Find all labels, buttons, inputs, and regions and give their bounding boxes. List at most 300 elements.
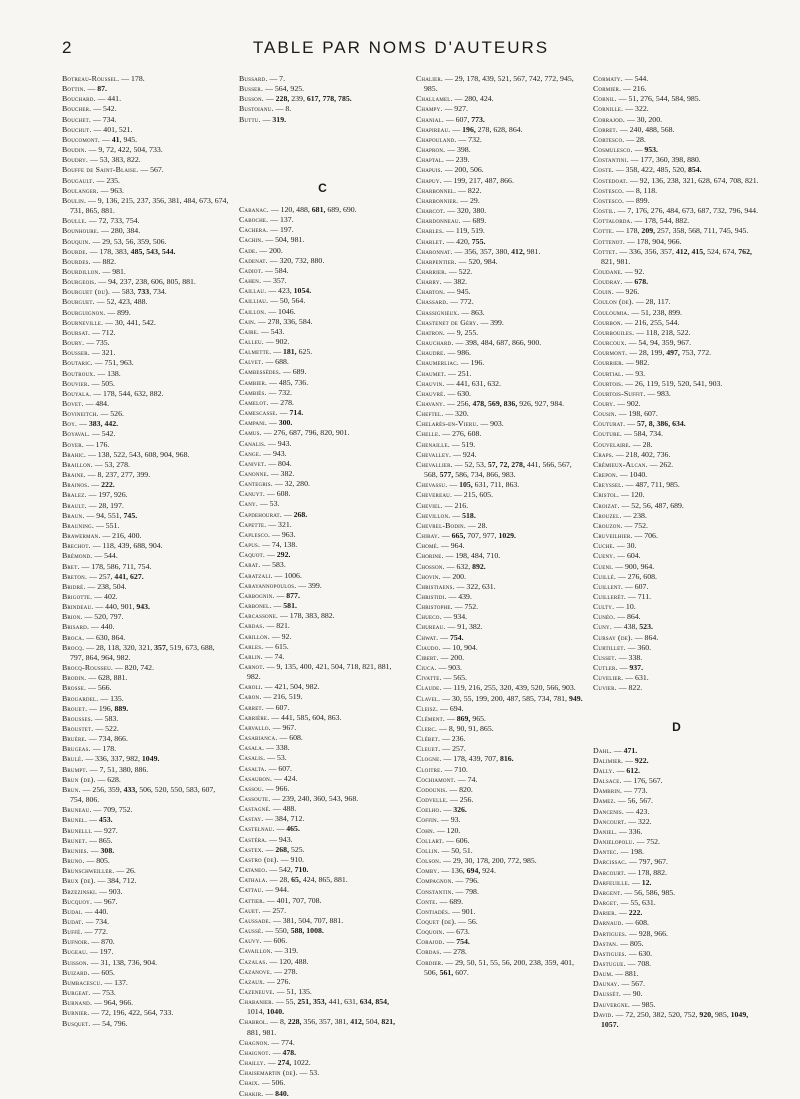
page-references: — 51, 276, 544, 584, 985. — [618, 94, 701, 104]
page-references: — 93. — [625, 368, 646, 378]
author-name: Charton. — [416, 287, 446, 297]
page-references: — 29, 178, 439, 521, 567, 742, 772, 945, 985. — [424, 74, 574, 94]
author-name: Chassard. — [416, 297, 449, 307]
author-name: Courtois. — [593, 378, 624, 388]
index-entry — [416, 958, 583, 978]
main-reference: 308. — [100, 845, 115, 855]
page-references: — 706. — [634, 531, 658, 541]
page-references: — 605. — [91, 967, 115, 977]
author-name: Buttu. — [239, 114, 261, 124]
author-name: Bouquin. — [62, 236, 91, 246]
main-reference: 222. — [101, 480, 115, 490]
author-name: Couvelaire. — [593, 439, 631, 449]
page-references: — 1046. — [268, 306, 296, 316]
author-name: Brawerman. — [62, 531, 101, 541]
author-name: Daniel. — [593, 826, 617, 836]
author-name: Courcoux. — [593, 338, 627, 348]
page-references: — 92. — [624, 266, 645, 276]
author-name: Bucquoy. — [62, 896, 93, 906]
index-entry — [416, 440, 583, 450]
page-references: — 94, 237, 238, 606, 805, 881. — [98, 277, 196, 287]
page-references: — 200. — [440, 652, 465, 662]
author-name: Chaptal. — [416, 155, 445, 165]
index-entry — [62, 876, 229, 886]
page-references: — 484. — [85, 399, 110, 408]
author-name: Cursay (de). — [593, 632, 633, 642]
index-entry — [593, 206, 760, 216]
index-entry — [239, 774, 406, 784]
page-references: — 689. — [462, 216, 487, 226]
page-references: — 922. — [625, 755, 649, 765]
page-header — [62, 38, 740, 64]
index-entry — [239, 601, 406, 611]
page-references: — 257. — [442, 744, 466, 754]
page-references: — 26. — [116, 866, 136, 876]
author-name: Breton. — [62, 571, 88, 581]
index-entry — [416, 419, 583, 429]
author-name: Chwat. — [416, 632, 439, 642]
index-entry — [416, 582, 583, 592]
page-references: — 9, 72, 422, 504, 733. — [88, 145, 163, 155]
index-entry — [62, 379, 229, 389]
main-reference: 821, — [381, 1017, 396, 1027]
index-entry — [416, 937, 583, 947]
index-entry — [62, 887, 229, 897]
page-references: — 754. — [440, 632, 464, 642]
author-name: Bougault. — [62, 175, 95, 185]
index-column-4 — [593, 74, 760, 1074]
author-name: Cuvelier. — [593, 673, 624, 683]
page-references: — 72, 250, 382, 520, 752, 920, 985, 1049, 1057. — [601, 1009, 749, 1029]
author-name: Cottenot. — [593, 236, 625, 246]
index-entry — [593, 501, 760, 511]
page-references: — 178, 544, 632, 882. — [93, 388, 164, 398]
index-entry — [62, 785, 229, 805]
page-references: — 199, 217, 487, 866. — [443, 175, 514, 185]
author-name: Chauvré. — [416, 388, 446, 398]
index-entry — [239, 1038, 406, 1048]
page-references: — 136, 694, 924. — [441, 866, 496, 876]
author-name: Capdehourat. — [239, 509, 282, 519]
index-entry — [239, 286, 406, 296]
author-name: Courtois-Suffit. — [593, 388, 646, 398]
page-references: — 52, 53, 57, 72, 278, 441, 566, 567, 568, 577, 586, 734, 866, 983. — [424, 459, 572, 480]
author-name: Cataneo. — [239, 865, 268, 875]
main-reference: 196, — [462, 124, 476, 134]
page-references: — 196, 278, 628, 864. — [452, 124, 523, 134]
author-name: Carret. — [239, 702, 264, 712]
page-references: — 181, 625. — [273, 347, 313, 357]
index-entry — [239, 824, 406, 834]
index-entry — [239, 560, 406, 570]
index-entry — [593, 857, 760, 867]
index-entry — [62, 998, 229, 1008]
author-name: Burnier. — [62, 1008, 90, 1018]
author-name: Cahen. — [239, 276, 262, 286]
index-entry — [239, 804, 406, 814]
index-entry — [239, 215, 406, 225]
index-entry — [239, 256, 406, 266]
page-references: — 54, 796. — [92, 1018, 128, 1028]
author-name: Canalis. — [239, 438, 267, 448]
index-entry — [593, 582, 760, 592]
author-name: Brainos. — [62, 480, 90, 490]
page-references: — 505. — [91, 378, 115, 388]
main-reference: 745. — [123, 510, 138, 520]
page-references: — 632, 892. — [446, 561, 486, 571]
index-entry — [239, 926, 406, 936]
page-references: — 522. — [95, 724, 119, 733]
author-name: Braillon. — [62, 459, 93, 469]
author-name: Couin. — [593, 287, 614, 297]
page-references: — 798. — [455, 886, 479, 896]
author-name: Charrier. — [416, 266, 447, 276]
page-references: — 424. — [274, 773, 298, 783]
index-entry — [593, 766, 760, 776]
author-name: Brigotte. — [62, 591, 93, 601]
index-entry — [62, 389, 229, 399]
page-references: — 983. — [647, 388, 671, 398]
index-entry — [593, 277, 760, 287]
page-references: — 12. — [631, 877, 652, 887]
page-references: — 583. — [94, 713, 119, 723]
index-entry — [62, 562, 229, 572]
author-name: Cange. — [239, 448, 262, 458]
author-name: Brunies. — [62, 845, 89, 855]
author-name: Brahic. — [62, 449, 87, 459]
author-name: Boulanger. — [62, 185, 99, 195]
index-entry — [239, 540, 406, 550]
page-references: — 399. — [298, 580, 322, 590]
page-references: — 735. — [86, 338, 110, 348]
index-entry — [593, 683, 760, 693]
author-name: Cordier. — [416, 957, 444, 967]
index-entry — [239, 104, 406, 114]
page-references: — 903. — [480, 419, 504, 429]
author-name: Camelot. — [239, 397, 269, 407]
index-entry — [239, 723, 406, 733]
page-references: — 519. — [451, 439, 476, 449]
page-references: — 708. — [627, 958, 652, 968]
index-entry — [593, 633, 760, 643]
index-entry — [593, 186, 760, 196]
author-name: Braun. — [62, 510, 85, 520]
main-reference: 869, — [456, 713, 471, 723]
page-references: — 384, 712. — [265, 814, 305, 824]
main-reference: 465. — [286, 824, 300, 834]
page-references: — 336, 356, 357, 412, 415, 524, 674, 762, 821, 981. — [601, 246, 752, 266]
author-name: Braine. — [62, 470, 86, 480]
author-name: Danielopolu. — [593, 837, 635, 847]
index-entry — [593, 440, 760, 450]
page-references: — 239. — [446, 155, 470, 165]
main-reference: 57, 72, 278, — [487, 459, 525, 469]
author-name: Clogne. — [416, 754, 442, 764]
index-entry — [239, 235, 406, 245]
page-references: — 628. — [97, 774, 121, 784]
page-references: — 278, 336, 584. — [258, 316, 313, 326]
page-references: — 606. — [263, 936, 288, 946]
index-entry — [239, 266, 406, 276]
index-entry — [239, 581, 406, 591]
main-reference: 453. — [98, 815, 113, 825]
index-entry — [416, 165, 583, 175]
page-references: — 276, 608. — [442, 429, 482, 439]
author-name: Chelarès-en-Vieru. — [416, 419, 479, 429]
author-name: Courbouiles. — [593, 327, 635, 337]
index-entry — [416, 673, 583, 683]
index-entry — [239, 764, 406, 774]
author-name: Charbonnel. — [416, 185, 457, 195]
index-entry — [239, 357, 406, 367]
page-references: — 964. — [441, 541, 465, 551]
author-name: Cauet. — [239, 905, 261, 915]
main-reference: 485, 543, 544. — [130, 246, 176, 256]
page-references: — 178, 383, 485, 543, 544. — [89, 246, 176, 256]
author-name: Bruno. — [62, 856, 85, 866]
author-name: Chorine. — [416, 551, 444, 561]
page-references: — 564, 925. — [265, 84, 305, 94]
index-entry — [62, 135, 229, 145]
index-entry — [593, 104, 760, 114]
index-entry — [62, 348, 229, 358]
author-name: Coquet (de). — [416, 916, 457, 926]
page-references: — 440, 901, 943. — [95, 602, 150, 612]
author-name: Couloumia. — [593, 307, 630, 317]
index-entry — [239, 327, 406, 337]
author-name: Castelnau. — [239, 824, 275, 834]
page-references: — 178, 882. — [627, 867, 667, 877]
author-name: Cottet. — [593, 246, 618, 256]
page-references: — 292. — [267, 550, 291, 560]
page-references: — 441. — [97, 94, 122, 104]
index-entry — [239, 489, 406, 499]
page-references: — 322. — [628, 816, 652, 826]
index-entry — [593, 216, 760, 226]
index-entry — [62, 74, 229, 84]
author-name: Chabrol. — [239, 1017, 269, 1027]
index-entry — [62, 694, 229, 704]
index-entry — [62, 277, 229, 287]
author-name: Cleuet. — [416, 744, 441, 754]
main-reference: 209, — [641, 226, 656, 236]
author-name: Bouchut. — [62, 124, 92, 134]
page-references: — 689. — [283, 367, 307, 377]
page-references: — 200. — [442, 571, 467, 581]
page-references: — 28, 118, 320, 321, 357, 519, 673, 688, 797, 864, 964, 982. — [70, 642, 215, 662]
author-name: Chapouland. — [416, 134, 457, 144]
main-reference: 300. — [278, 418, 293, 428]
page-references: — 631. — [625, 673, 649, 683]
page-references: — 840. — [265, 1088, 289, 1098]
index-entry — [239, 367, 406, 377]
author-name: Bouvier. — [62, 378, 90, 388]
author-name: Castro (de). — [239, 854, 279, 864]
author-name: Croizat. — [593, 500, 620, 510]
page-references: — 32, 280. — [274, 479, 310, 489]
author-name: Chardonneau. — [416, 216, 461, 226]
page-references: — 322. — [625, 104, 649, 114]
page-references: — 401, 521. — [93, 124, 133, 134]
index-entry — [593, 318, 760, 328]
page-references: — 583, 733, 734. — [112, 287, 167, 297]
main-reference: 678. — [634, 277, 649, 287]
index-entry — [416, 521, 583, 531]
page-references: — 934. — [443, 612, 468, 622]
index-entry — [62, 490, 229, 500]
page-references: — 338. — [618, 652, 643, 662]
author-name: Cauvy. — [239, 936, 262, 946]
author-name: Bourguet (du). — [62, 287, 111, 297]
author-name: Carayannopoulos. — [239, 580, 297, 590]
page-references: — 119, 216, 255, 320, 439, 520, 566, 903. — [443, 683, 576, 693]
index-entry — [416, 511, 583, 521]
page-references: — 864. — [617, 612, 641, 622]
author-name: Chatron. — [416, 327, 446, 337]
main-reference: 1049. — [141, 754, 160, 764]
author-name: Carbonel. — [239, 601, 272, 611]
author-name: Bourguet. — [62, 297, 95, 307]
index-entry — [416, 541, 583, 551]
index-entry — [62, 704, 229, 714]
index-entry — [416, 328, 583, 338]
author-name: Cueni. — [593, 561, 614, 571]
page-references: — 903. — [99, 886, 123, 896]
author-name: Clément. — [416, 713, 446, 723]
index-entry — [416, 866, 583, 876]
page-references: — 280, 384. — [101, 226, 141, 236]
page-references: — 604. — [617, 551, 641, 561]
index-entry — [239, 1068, 406, 1078]
main-reference: 412, — [350, 1017, 364, 1027]
index-entry — [239, 84, 406, 94]
author-name: Conte. — [416, 896, 438, 906]
index-entry — [416, 287, 583, 297]
author-name: Crémieux-Alcan. — [593, 459, 648, 469]
author-name: Cadenat. — [239, 255, 268, 265]
page-references: — 821. — [266, 621, 290, 631]
page-references: — 678. — [624, 277, 649, 287]
author-name: Bouchet. — [62, 114, 92, 124]
author-name: Crepon. — [593, 470, 618, 480]
author-name: Brauning. — [62, 520, 95, 530]
author-name: Chapuy. — [416, 175, 442, 185]
page-references: — 178. — [121, 74, 145, 83]
index-entry — [239, 987, 406, 997]
main-reference: 412, — [511, 246, 525, 256]
index-entry — [416, 399, 583, 409]
index-entry — [239, 1048, 406, 1058]
author-name: Courmont. — [593, 348, 628, 358]
author-name: Champy. — [416, 104, 443, 114]
author-name: Chakir. — [239, 1088, 264, 1098]
author-name: Charonnat. — [416, 246, 453, 256]
author-name: Daunay. — [593, 979, 620, 989]
page-references: — 712. — [92, 327, 116, 337]
page-references: — 665, 707, 977, 1029. — [441, 531, 516, 541]
page-references: — 278. — [274, 966, 298, 976]
page-references: — 200. — [259, 245, 283, 255]
main-reference: 471. — [623, 745, 638, 755]
index-entry — [239, 520, 406, 530]
author-name: Caillau. — [239, 286, 267, 296]
page-references: — 522. — [448, 266, 473, 276]
author-name: Brechot. — [62, 541, 91, 551]
main-reference: 773. — [471, 114, 485, 124]
author-name: Brunel. — [62, 815, 88, 825]
author-name: Cassou. — [239, 783, 264, 793]
index-entry — [416, 663, 583, 673]
index-entry — [593, 176, 760, 186]
author-name: Challamel. — [416, 94, 453, 104]
author-name: Brodin. — [62, 673, 87, 683]
index-entry — [239, 449, 406, 459]
index-entry — [62, 612, 229, 622]
main-reference: 889. — [114, 703, 129, 713]
main-reference: 105, — [459, 480, 473, 490]
index-entry — [593, 939, 760, 949]
index-entry — [62, 165, 229, 175]
index-entry — [416, 186, 583, 196]
page-references: — 222. — [618, 908, 643, 918]
page-references: — 926. — [615, 287, 640, 297]
page-references: — 985. — [632, 999, 656, 1009]
author-name: Cachera. — [239, 225, 269, 235]
author-name: Brunelli. — [62, 825, 93, 835]
index-entry — [62, 429, 229, 439]
author-name: Coste. — [593, 165, 614, 175]
page-references: — 216, 400. — [102, 531, 142, 541]
index-entry — [593, 521, 760, 531]
page-references: — 822. — [458, 185, 482, 195]
page-references: — 196, 889. — [89, 703, 129, 713]
page-references: — 10. — [616, 602, 636, 612]
author-name: Chaudre. — [416, 348, 446, 358]
author-name: Dalimier. — [593, 755, 624, 765]
page-references: — 772. — [84, 927, 108, 937]
index-entry — [593, 419, 760, 429]
index-entry — [62, 511, 229, 521]
author-name: Cusset. — [593, 652, 617, 662]
main-reference: 612. — [626, 766, 640, 775]
index-entry — [62, 155, 229, 165]
author-name: Chapireau. — [416, 124, 451, 134]
index-entry — [593, 746, 760, 756]
author-name: Coulon (de). — [593, 297, 634, 307]
page-references: — 30, 200. — [626, 114, 663, 124]
index-entry — [593, 786, 760, 796]
index-entry — [593, 470, 760, 480]
page-references: — 216, 519. — [263, 692, 303, 702]
page-references: — 198, 607. — [618, 409, 658, 419]
index-entry — [593, 135, 760, 145]
author-name: Couturat. — [593, 419, 626, 429]
index-entry — [62, 551, 229, 561]
author-name: Chosson. — [416, 561, 445, 571]
page-references: — 320. — [445, 409, 469, 419]
author-name: Bouyala. — [62, 388, 92, 398]
main-reference: 1054. — [293, 286, 312, 296]
author-name: Boyaval. — [62, 429, 91, 439]
index-entry — [239, 1058, 406, 1068]
author-name: Cassoute. — [239, 794, 271, 803]
page-references: — 8, 90, 91, 865. — [439, 724, 494, 733]
index-entry — [593, 847, 760, 857]
index-entry — [593, 287, 760, 297]
author-name: Cohn. — [416, 825, 435, 835]
page-references: — 630. — [628, 948, 653, 958]
page-references: — 321. — [91, 348, 116, 358]
